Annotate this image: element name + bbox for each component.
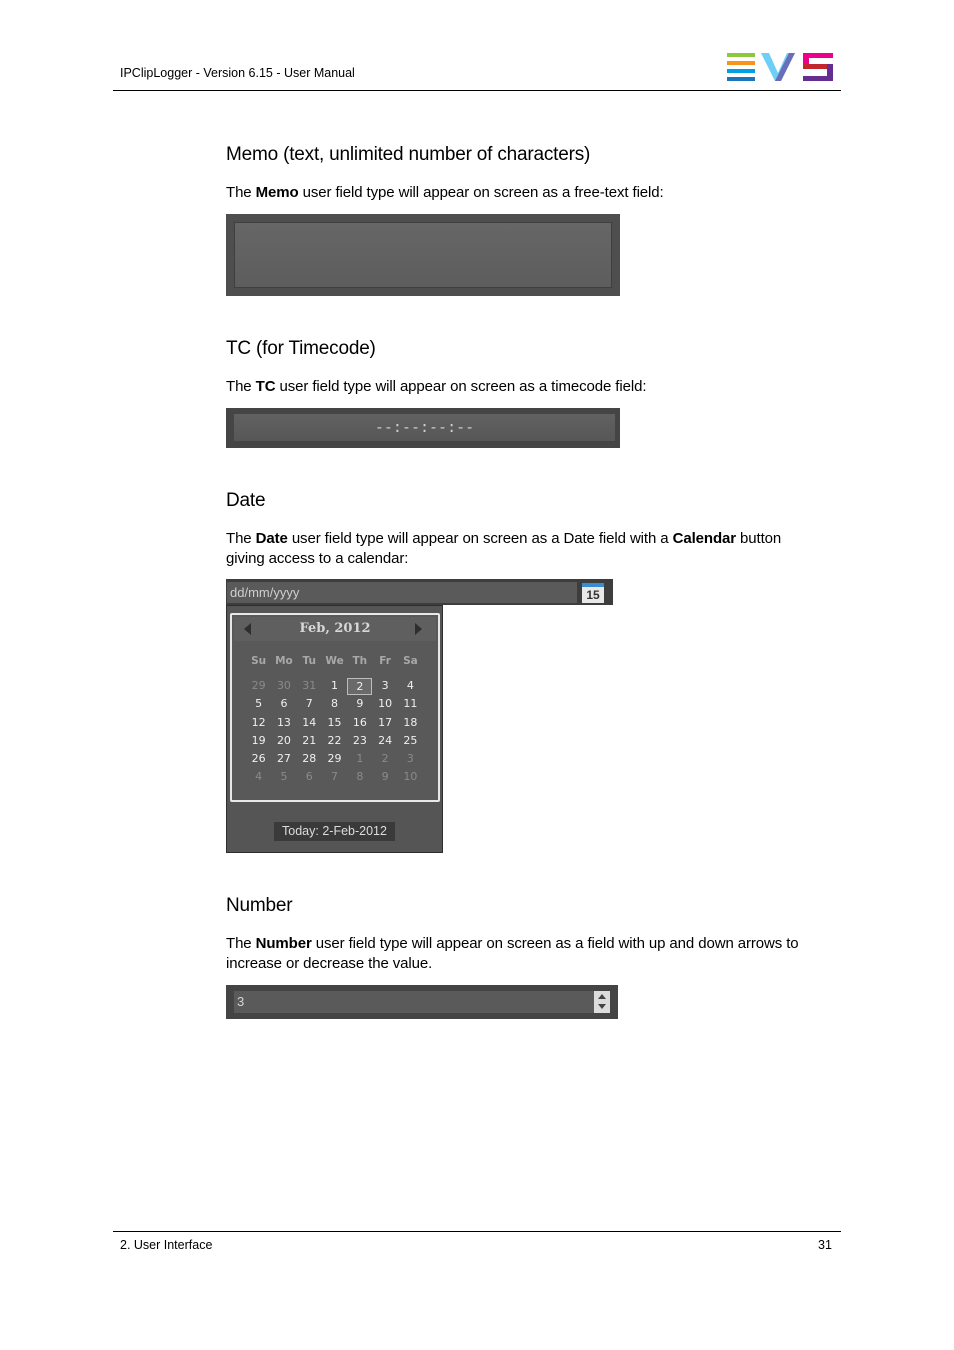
calendar-frame <box>230 613 440 802</box>
calendar-day[interactable]: 1 <box>356 751 364 765</box>
tc-field-screenshot <box>226 408 620 448</box>
number-description: The Number user field type will appear on screen as a field with up and down arrows to increase or decrease the value. <box>226 935 799 972</box>
weekday-label: We <box>325 655 344 667</box>
week-row <box>246 750 426 768</box>
week-row <box>246 768 426 786</box>
week-row <box>246 714 426 732</box>
calendar-day[interactable]: 23 <box>352 733 367 747</box>
memo-description: The Memo user field type will appear on screen as a free-text field: <box>226 184 664 201</box>
calendar-icon[interactable]: 15 <box>582 583 604 603</box>
calendar-day[interactable]: 1 <box>331 679 339 693</box>
date-heading: Date <box>226 490 266 511</box>
calendar-day[interactable]: 28 <box>302 751 317 765</box>
calendar-day[interactable]: 24 <box>378 733 393 747</box>
calendar-day[interactable]: 15 <box>327 715 342 729</box>
date-description: The Date user field type will appear on screen as a Date field with a Calendar button giving access to a calendar: <box>226 530 782 567</box>
calendar-day[interactable]: 7 <box>305 697 313 711</box>
calendar-day[interactable]: 2 <box>381 751 389 765</box>
memo-text-field[interactable] <box>234 222 612 288</box>
calendar-day[interactable]: 4 <box>406 679 414 693</box>
tc-description: The TC user field type will appear on screen as a timecode field: <box>226 378 647 395</box>
weekday-label: Th <box>352 655 368 667</box>
date-input[interactable]: dd/mm/yyyy <box>227 582 577 603</box>
footer-rule <box>113 1231 841 1232</box>
calendar-day[interactable]: 31 <box>302 679 317 693</box>
next-month-icon[interactable] <box>415 623 422 635</box>
calendar-day[interactable]: 21 <box>302 733 317 747</box>
calendar-day[interactable]: 4 <box>255 770 263 784</box>
weekday-label: Tu <box>302 655 316 667</box>
arrow-up-icon[interactable] <box>598 994 606 999</box>
calendar-day[interactable]: 16 <box>352 715 367 729</box>
calendar-day[interactable]: 5 <box>280 770 288 784</box>
calendar-day-today[interactable]: 2 <box>347 678 372 695</box>
number-stepper[interactable] <box>594 991 610 1013</box>
calendar-day[interactable]: 7 <box>331 770 339 784</box>
calendar-day[interactable]: 8 <box>356 770 364 784</box>
timecode-field[interactable]: --:--:--:-- <box>234 414 615 441</box>
evs-logo <box>727 53 835 81</box>
calendar-day[interactable]: 18 <box>403 715 418 729</box>
today-button[interactable]: Today: 2-Feb-2012 <box>274 822 395 841</box>
calendar-day[interactable]: 22 <box>327 733 342 747</box>
calendar-day[interactable]: 8 <box>331 697 339 711</box>
calendar-day[interactable]: 27 <box>276 751 291 765</box>
calendar-day[interactable]: 25 <box>403 733 418 747</box>
memo-field-screenshot <box>226 214 620 296</box>
calendar-day[interactable]: 9 <box>356 697 364 711</box>
weekday-label: Su <box>251 655 267 667</box>
header-rule <box>113 90 841 91</box>
calendar-grid <box>246 652 426 786</box>
calendar-popup <box>226 605 443 853</box>
calendar-day[interactable]: 5 <box>255 697 263 711</box>
calendar-day[interactable]: 29 <box>327 751 342 765</box>
page-number: 31 <box>818 1238 832 1252</box>
calendar-day[interactable]: 10 <box>378 697 393 711</box>
number-field-screenshot <box>226 985 618 1019</box>
calendar-day[interactable]: 3 <box>406 751 414 765</box>
calendar-day[interactable]: 14 <box>302 715 317 729</box>
number-input[interactable]: 3 <box>234 991 594 1013</box>
weekday-label: Sa <box>403 655 418 667</box>
weekday-label: Mo <box>275 655 293 667</box>
footer-section: 2. User Interface <box>120 1238 213 1252</box>
calendar-day[interactable]: 6 <box>280 697 288 711</box>
number-heading: Number <box>226 895 293 916</box>
weekday-row <box>246 652 426 670</box>
memo-heading: Memo (text, unlimited number of characters) <box>226 144 591 165</box>
calendar-day[interactable]: 17 <box>378 715 393 729</box>
document-header-title: IPClipLogger - Version 6.15 - User Manual <box>120 66 355 80</box>
calendar-day[interactable]: 29 <box>251 679 266 693</box>
calendar-day[interactable]: 9 <box>381 770 389 784</box>
calendar-month-title: Feb, 2012 <box>299 621 371 636</box>
calendar-day[interactable]: 11 <box>403 697 418 711</box>
week-row <box>246 695 426 713</box>
calendar-day[interactable]: 6 <box>305 770 313 784</box>
week-row <box>246 677 426 695</box>
arrow-down-icon[interactable] <box>598 1004 606 1009</box>
date-field-screenshot <box>226 579 613 605</box>
calendar-header <box>234 617 436 641</box>
tc-heading: TC (for Timecode) <box>226 338 376 359</box>
calendar-day[interactable]: 12 <box>251 715 266 729</box>
calendar-day[interactable]: 20 <box>276 733 291 747</box>
calendar-day[interactable]: 13 <box>276 715 291 729</box>
calendar-day[interactable]: 19 <box>251 733 266 747</box>
calendar-day[interactable]: 26 <box>251 751 266 765</box>
week-row <box>246 732 426 750</box>
calendar-day[interactable]: 3 <box>381 679 389 693</box>
weekday-label: Fr <box>379 655 391 667</box>
calendar-day[interactable]: 30 <box>276 679 291 693</box>
calendar-day[interactable]: 10 <box>403 770 418 784</box>
